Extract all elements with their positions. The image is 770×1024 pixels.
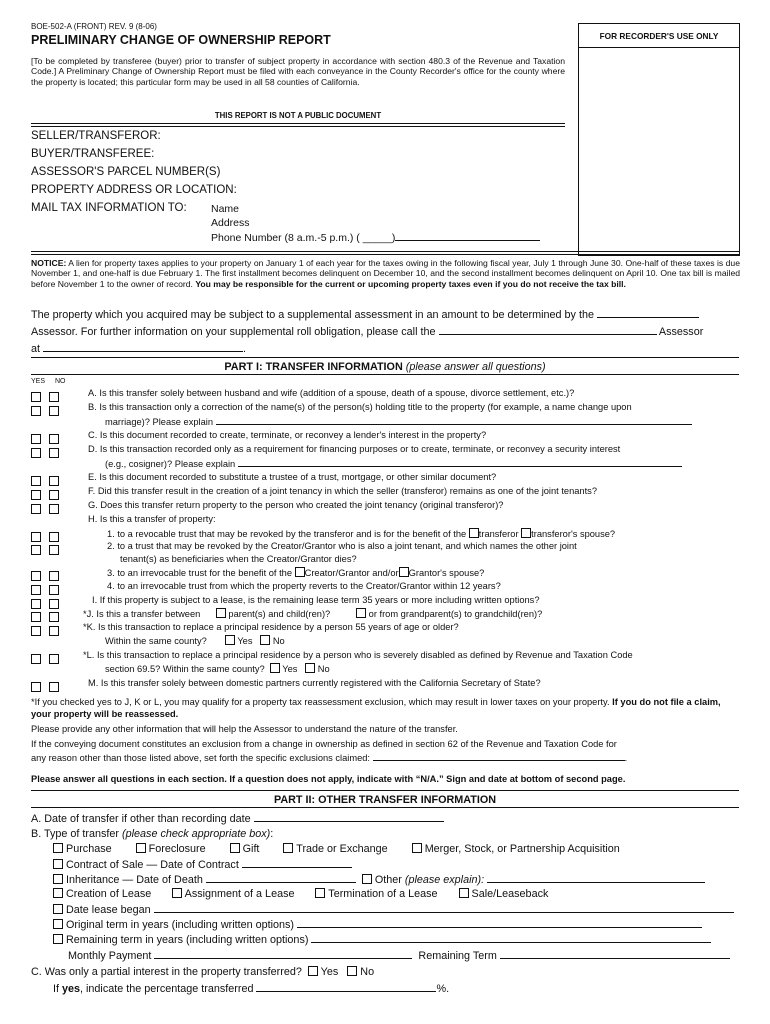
assignment-lease-label: Assignment of a Lease: [184, 888, 295, 900]
K-county-text: Within the same county?: [105, 636, 207, 646]
question-H2: 2. to a trust that may be revoked by the Creator/Grantor who is also a joint tenant, and which names the other joint: [107, 541, 577, 551]
contract-label: Contract of Sale — Date of Contract: [66, 859, 239, 871]
checkbox-trade[interactable]: [283, 843, 293, 853]
checkbox-foreclosure[interactable]: [136, 843, 146, 853]
mail-name-field[interactable]: [211, 203, 239, 215]
checkbox-sale-leaseback[interactable]: [459, 888, 469, 898]
section62-note-text: any reason other than those listed above, set forth the specific exclusions claimed:: [31, 753, 371, 763]
checkbox-C-no[interactable]: [49, 434, 59, 444]
supplemental-text-2: Assessor. For further information on your supplemental roll obligation, please call the: [31, 326, 436, 338]
partial-interest-row: [31, 966, 374, 978]
recorder-box: [578, 23, 740, 256]
question-B-explain: [105, 415, 692, 427]
H1-spouse-label: transferor's spouse?: [531, 529, 616, 539]
checkbox-D-yes[interactable]: [31, 448, 41, 458]
checkbox-A-no[interactable]: [49, 392, 59, 402]
checkbox-H3-yes[interactable]: [31, 571, 41, 581]
checkbox-G-yes[interactable]: [31, 504, 41, 514]
percentage-row: [53, 982, 449, 995]
checkbox-F-no[interactable]: [49, 490, 59, 500]
question-D-explain: [105, 457, 682, 469]
question-D-explain-text: (e.g., cosigner)? Please explain: [105, 459, 236, 469]
question-H2-cont: tenant(s) as beneficiaries when the Creator/Grantor dies?: [120, 554, 357, 564]
checkbox-G-no[interactable]: [49, 504, 59, 514]
part1-subtitle: (please answer all questions): [405, 361, 546, 373]
checkbox-D-no[interactable]: [49, 448, 59, 458]
lease-began-label: Date lease began: [66, 904, 151, 916]
transfer-date-line[interactable]: [254, 812, 444, 822]
checkbox-M-no[interactable]: [49, 682, 59, 692]
checkbox-J-yes[interactable]: [31, 612, 41, 622]
checkbox-partial-yes[interactable]: [308, 966, 318, 976]
if-yes-text: , indicate the percentage transferred: [80, 983, 254, 995]
checkbox-K-county-no[interactable]: [260, 635, 270, 645]
checkbox-H3-no[interactable]: [49, 571, 59, 581]
question-H1: [107, 528, 615, 539]
partial-yes-label: Yes: [320, 966, 339, 978]
other-info-note: Please provide any other information that will help the Assessor to understand the nature of the transfer.: [31, 724, 458, 734]
checkbox-other[interactable]: [362, 874, 372, 884]
yes-no-B: [31, 402, 67, 420]
question-L-county: [105, 663, 330, 674]
percent-sign: %.: [436, 983, 450, 995]
original-term-row: [53, 918, 702, 931]
exclusion-note-text: *If you checked yes to J, K or L, you may qualify for a property tax reassessment exclusion, which may result in lower taxes on your property.: [31, 697, 613, 707]
transfer-type-row: B. Type of transfer (please check appropriate box):: [31, 828, 274, 840]
phone-line[interactable]: [395, 231, 540, 241]
L-no-label: No: [317, 664, 330, 674]
form-id: BOE-502-A (FRONT) REV. 9 (8-06): [31, 22, 157, 31]
transfer-type-label: B. Type of transfer: [31, 828, 120, 840]
inheritance-label: Inheritance — Date of Death: [66, 874, 203, 886]
question-D: D. Is this transaction recorded only as a requirement for financing purposes or to create, terminate, or reconvey a security interest: [88, 444, 621, 454]
mail-phone-field[interactable]: [211, 231, 540, 244]
exclusion-note-bold: If you do not file a claim, your property will be reassessed.: [31, 697, 721, 719]
transfer-date-label: A. Date of transfer if other than recording date: [31, 813, 251, 825]
notice-label: NOTICE:: [31, 258, 67, 268]
supplemental-line-1: [31, 308, 699, 321]
transfer-type-hint: (please check appropriate box): [122, 828, 271, 840]
question-H3-text: 3. to an irrevocable trust for the benefit of the: [107, 568, 293, 578]
question-G: G. Does this transfer return property to the person who created the joint tenancy (original transferor)?: [88, 500, 504, 510]
checkbox-partial-no[interactable]: [347, 966, 357, 976]
yes-no-D: [31, 444, 67, 462]
yes-no-G: [31, 500, 67, 518]
part2-title: PART II: OTHER TRANSFER INFORMATION: [273, 794, 497, 806]
checkbox-K-county-yes[interactable]: [225, 635, 235, 645]
question-K: *K. Is this transaction to replace a principal residence by a person 55 years of age or older?: [83, 622, 459, 632]
yes-no-M: [31, 678, 67, 696]
supplemental-text-1: The property which you acquired may be subject to a supplemental assessment in an amount to be determined by the: [31, 309, 594, 321]
recorder-box-label: FOR RECORDER'S USE ONLY: [599, 31, 719, 41]
question-M: M. Is this transfer solely between domestic partners currently registered with the California Secretary of State?: [88, 678, 541, 688]
mail-phone-label: Phone Number (8 a.m.-5 p.m.) ( _____): [211, 232, 396, 244]
other-label: Other: [374, 874, 402, 886]
monthly-payment-label: Monthly Payment: [68, 950, 152, 962]
supplemental-line-3: at .: [31, 343, 247, 355]
question-J: [83, 608, 542, 619]
remaining-term-row: [53, 933, 711, 946]
checkbox-assignment-lease[interactable]: [172, 888, 182, 898]
J-grandparent-label: or from grandparent(s) to grandchild(ren)?: [368, 609, 543, 619]
checkbox-B-no[interactable]: [49, 406, 59, 416]
checkbox-F-yes[interactable]: [31, 490, 41, 500]
checkbox-H3-spouse[interactable]: [399, 567, 409, 577]
notice-bold: You may be responsible for the current or upcoming property taxes even if you do not receive the tax bill.: [195, 278, 626, 289]
mail-address-field[interactable]: [211, 217, 250, 229]
checkbox-lease-began[interactable]: [53, 904, 63, 914]
purchase-label: Purchase: [66, 843, 112, 855]
transfer-date-row: [31, 812, 444, 825]
checkbox-H1-spouse[interactable]: [521, 528, 531, 538]
checkbox-B-yes[interactable]: [31, 406, 41, 416]
question-H3: [107, 567, 484, 578]
apn-label: ASSESSOR'S PARCEL NUMBER(S): [31, 166, 221, 178]
question-F: F. Did this transfer result in the creation of a joint tenancy in which the seller (transferor) remains as one of the joint tenants?: [88, 486, 597, 496]
question-E: E. Is this document recorded to substitute a trustee of a trust, mortgage, or other similar document?: [88, 472, 497, 482]
question-B: B. Is this transaction only a correction of the name(s) of the person(s) holding title to the property (for example, a name change upon: [88, 402, 632, 412]
checkbox-H3-creator[interactable]: [295, 567, 305, 577]
exclusion-note: [31, 696, 740, 720]
death-date-line[interactable]: [206, 873, 356, 883]
remaining-term-short-line[interactable]: [500, 949, 730, 959]
checkbox-J-no[interactable]: [49, 612, 59, 622]
if-yes-prefix: If: [53, 983, 62, 995]
notice-text: [31, 258, 740, 289]
mail-address-label: Address: [211, 217, 250, 229]
question-H1-text: 1. to a revocable trust that may be revoked by the transferor and is for the benefit of the: [107, 529, 467, 539]
H1-transferor-label: transferor: [478, 529, 519, 539]
question-H: H. Is this a transfer of property:: [88, 514, 216, 524]
checkbox-A-yes[interactable]: [31, 392, 41, 402]
assessor-name-line[interactable]: [439, 325, 657, 335]
checkbox-E-no[interactable]: [49, 476, 59, 486]
checkbox-E-yes[interactable]: [31, 476, 41, 486]
checkbox-termination-lease[interactable]: [315, 888, 325, 898]
H3-creator-label: Creator/Grantor and/or: [304, 568, 399, 578]
checkbox-L-county-no[interactable]: [305, 663, 315, 673]
B-explain-line[interactable]: [216, 415, 692, 425]
supplemental-assessor: Assessor: [658, 326, 704, 338]
checkbox-H1-transferor[interactable]: [469, 528, 479, 538]
seller-label: SELLER/TRANSFEROR:: [31, 130, 161, 142]
monthly-payment-line[interactable]: [154, 949, 412, 959]
merger-label: Merger, Stock, or Partnership Acquisition: [424, 843, 620, 855]
part1-title: [31, 361, 739, 373]
contract-row: [53, 858, 352, 871]
checkbox-K-yes[interactable]: [31, 626, 41, 636]
checkbox-purchase[interactable]: [53, 843, 63, 853]
question-J-text: *J. Is this a transfer between: [83, 609, 201, 619]
intro-text: [To be completed by transferee (buyer) prior to transfer of subject property in accordance with section 480.3 of the Revenue and Taxation Code.] A Preliminary Change of Ownership Report must be filed with each conveyance in the County Recorder's office for the county where the property is located; this particular form may be used in all 58 counties of California.: [31, 56, 565, 87]
D-explain-line[interactable]: [238, 457, 682, 467]
supplemental-line-2: [31, 325, 703, 338]
other-explain-line[interactable]: [487, 873, 705, 883]
section62-note: If the conveying document constitutes an exclusion from a change in ownership as defined in section 62 of the Revenue and Taxation Code for: [31, 739, 617, 749]
remaining-term-label: Remaining term in years (including written options): [66, 934, 309, 946]
question-I: I. If this property is subject to a lease, is the remaining lease term 35 years or more including written options?: [92, 595, 540, 605]
part1-title-text: PART I: TRANSFER INFORMATION: [224, 361, 403, 373]
payment-row: [68, 949, 730, 962]
supplemental-at: at: [31, 343, 41, 355]
question-K-county: [105, 635, 285, 646]
page-title: PRELIMINARY CHANGE OF OWNERSHIP REPORT: [31, 33, 331, 47]
other-hint: (please explain):: [404, 874, 485, 886]
mail-tax-label: MAIL TAX INFORMATION TO:: [31, 202, 187, 214]
checkbox-H4-yes[interactable]: [31, 585, 41, 595]
question-C: C. Is this document recorded to create, terminate, or reconvey a lender's interest in the property?: [88, 430, 487, 440]
yes-column-header: YES: [31, 378, 46, 385]
no-column-header: NO: [55, 378, 66, 385]
question-B-explain-text: marriage)? Please explain: [105, 417, 214, 427]
checkbox-C-yes[interactable]: [31, 434, 41, 444]
trade-label: Trade or Exchange: [296, 843, 388, 855]
foreclosure-label: Foreclosure: [148, 843, 206, 855]
yes-no-H2: [31, 541, 67, 559]
checkbox-inheritance[interactable]: [53, 874, 63, 884]
checkbox-L-county-yes[interactable]: [270, 663, 280, 673]
creation-lease-label: Creation of Lease: [66, 888, 152, 900]
property-address-label: PROPERTY ADDRESS OR LOCATION:: [31, 184, 237, 196]
checkbox-merger[interactable]: [412, 843, 422, 853]
original-term-label: Original term in years (including written options): [66, 919, 295, 931]
lease-began-row: [53, 903, 734, 916]
inheritance-row: [53, 873, 705, 886]
K-no-label: No: [272, 636, 285, 646]
assessor-phone-line[interactable]: [43, 342, 243, 352]
not-public-label: THIS REPORT IS NOT A PUBLIC DOCUMENT: [214, 111, 382, 120]
checkbox-original-term[interactable]: [53, 919, 63, 929]
checkbox-L-yes[interactable]: [31, 654, 41, 664]
L-yes-label: Yes: [282, 664, 298, 674]
transfer-type-line1: [53, 843, 620, 855]
yes-no-L: [31, 650, 67, 668]
remaining-term-short-label: Remaining Term: [418, 950, 497, 962]
mail-name-label: Name: [211, 203, 240, 215]
section62-note-cont: any reason other than those listed above, set forth the specific exclusions claimed: .: [31, 753, 628, 763]
partial-no-label: No: [360, 966, 375, 978]
K-yes-label: Yes: [237, 636, 253, 646]
J-parent-label: parent(s) and child(ren)?: [228, 609, 331, 619]
checkbox-L-no[interactable]: [49, 654, 59, 664]
checkbox-contract[interactable]: [53, 859, 63, 869]
contract-date-line[interactable]: [242, 858, 352, 868]
checkbox-J-parent[interactable]: [216, 608, 226, 618]
checkbox-K-no[interactable]: [49, 626, 59, 636]
checkbox-M-yes[interactable]: [31, 682, 41, 692]
checkbox-J-grandparent[interactable]: [356, 608, 366, 618]
question-A: A. Is this transfer solely between husband and wife (addition of a spouse, death of a spouse, divorce settlement, etc.)?: [88, 388, 575, 398]
percentage-line[interactable]: [256, 982, 436, 992]
H3-spouse-label: Grantor's spouse?: [408, 568, 485, 578]
gift-label: Gift: [242, 843, 260, 855]
answer-all-note: Please answer all questions in each section. If a question does not apply, indicate with “N/A.” Sign and date at bottom of second page.: [31, 774, 626, 784]
original-term-line[interactable]: [297, 918, 702, 928]
termination-lease-label: Termination of a Lease: [328, 888, 438, 900]
lease-type-row: [53, 888, 548, 900]
buyer-label: BUYER/TRANSFEREE:: [31, 148, 155, 160]
exclusions-claimed-line[interactable]: [373, 751, 625, 761]
yes-no-K: [31, 622, 67, 640]
question-H4: 4. to an irrevocable trust from which the property reverts to the Creator/Grantor within 12 years?: [107, 581, 501, 591]
checkbox-gift[interactable]: [230, 843, 240, 853]
sale-leaseback-label: Sale/Leaseback: [471, 888, 549, 900]
checkbox-H2-no[interactable]: [49, 545, 59, 555]
if-yes-bold: yes: [62, 983, 81, 995]
question-L: *L. Is this transaction to replace a principal residence by a person who is severely disabled as defined by Revenue and Taxation Code: [83, 650, 633, 660]
lease-began-line[interactable]: [154, 903, 734, 913]
L-county-text: section 69.5? Within the same county?: [105, 664, 265, 674]
partial-interest-label: C. Was only a partial interest in the property transferred?: [31, 966, 302, 978]
checkbox-H2-yes[interactable]: [31, 545, 41, 555]
checkbox-creation-lease[interactable]: [53, 888, 63, 898]
remaining-term-line[interactable]: [311, 933, 711, 943]
notice-body: A lien for property taxes applies to your property on January 1 of each year for the taxes owing in the following fiscal year, July 1 through June 30. One-half of these taxes is due November 1, and one-half is due February 1. The first installment becomes delinquent on December 10, and the second installment becomes delinquent on April 10. One tax bill is mailed before November 1 to the owner of record.: [31, 258, 740, 289]
assessor-county-line[interactable]: [597, 308, 699, 318]
checkbox-H4-no[interactable]: [49, 585, 59, 595]
checkbox-remaining-term[interactable]: [53, 934, 63, 944]
